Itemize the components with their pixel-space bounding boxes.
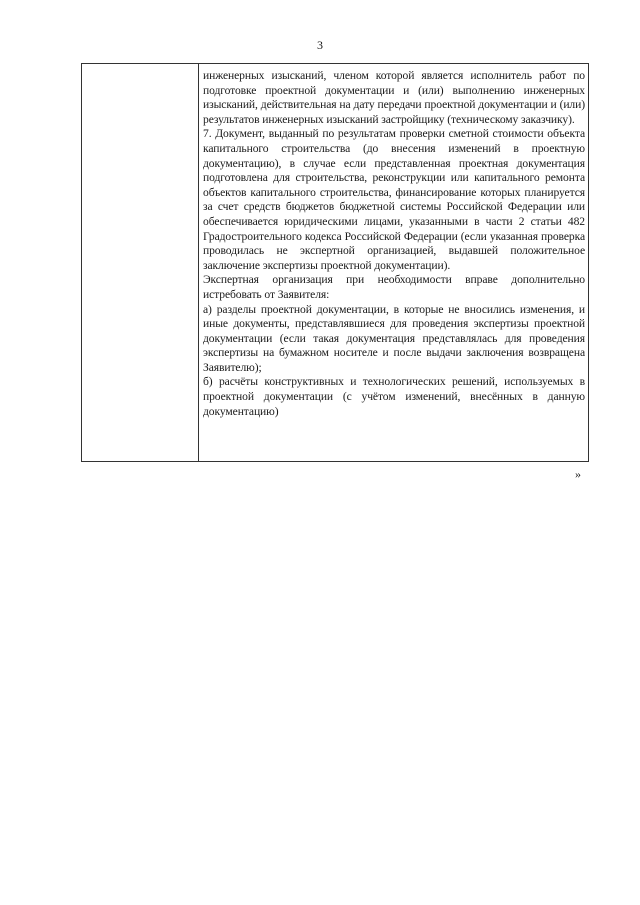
page-number: 3: [317, 38, 323, 52]
table-right-cell: [199, 64, 588, 461]
paragraph-item-b: б) расчёты конструктивных и технологических решений, используемых в проектной документации (с учётом изменений, внесённых в данную документацию): [203, 375, 585, 418]
paragraph-item-a: а) разделы проектной документации, в которые не вносились изменения, и иные документы, представлявшиеся для проведения экспертизы проектной документации (если такая документация представлялась для проведения экспертизы на бумажном носителе и после выдачи заключения возвращена Заявителю);: [203, 302, 585, 374]
paragraph-sro-membership: инженерных изысканий, членом которой является исполнитель работ по подготовке проектной документации и (или) выполнению инженерных изысканий, действительная на дату передачи проектной документации и (или) результатов инженерных изысканий застройщику (техническому заказчику).: [203, 69, 585, 126]
paragraph-item-7: 7. Документ, выданный по результатам проверки сметной стоимости объекта капитального строительства (до внесения изменений в проектную документацию), в случае если представленная проектная документация подготовлена для строительства, реконструкции или капитального ремонта объектов капитального строительства, финансирование которых планируется за счет средств бюджетов бюджетной системы Российской Федерации или обеспечивается юридическими лицами, указанными в части 2 статьи 482 Градостроительного кодекса Российской Федерации (если указанная проверка проводилась не экспертной организацией, выдавшей положительное заключение экспертизы проектной документации).: [203, 127, 585, 272]
table-left-cell: [82, 64, 199, 461]
document-table: [81, 63, 589, 462]
paragraph-additional-request: Экспертная организация при необходимости вправе дополнительно истребовать от Заявителя:: [203, 273, 585, 301]
closing-quote-mark: »: [575, 467, 581, 481]
